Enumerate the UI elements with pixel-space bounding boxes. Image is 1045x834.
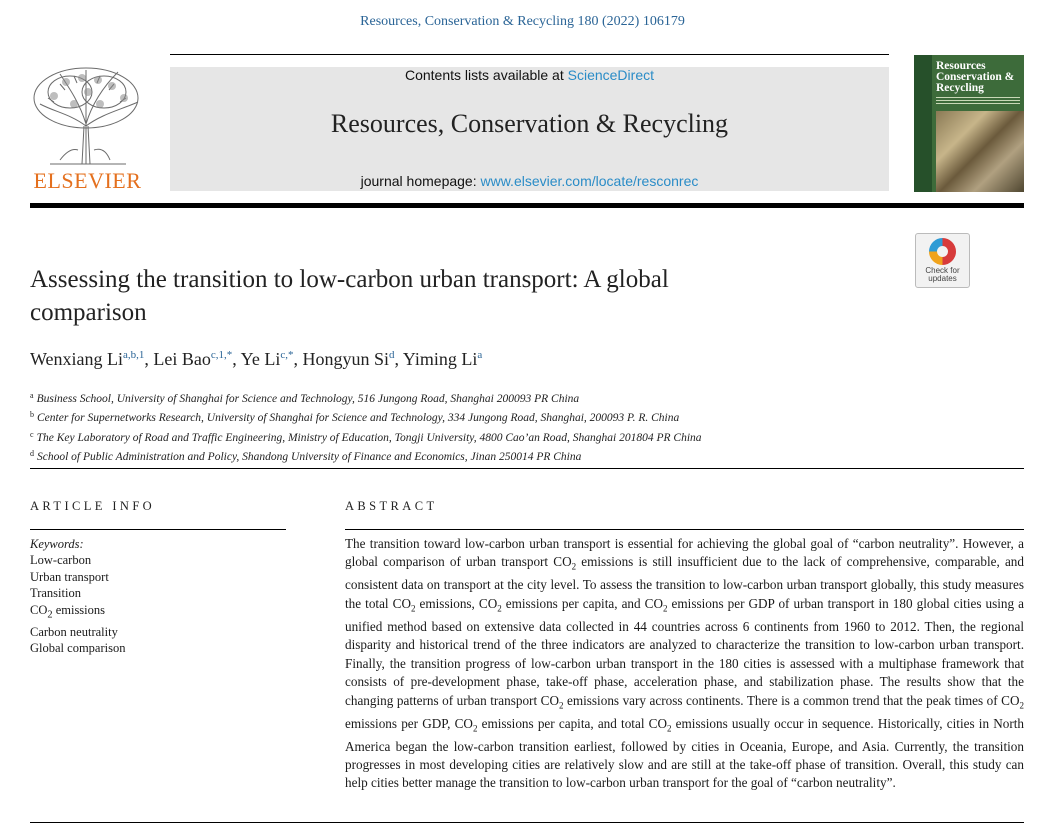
contents-line xyxy=(170,67,889,83)
keyword-item[interactable]: Global comparison xyxy=(30,640,126,655)
author-sep: , xyxy=(144,349,154,369)
author-name[interactable]: Lei Bao xyxy=(153,349,211,369)
affiliation-mark: d xyxy=(30,448,34,458)
author-sep: , xyxy=(394,349,403,369)
affiliation-item xyxy=(30,407,1020,426)
sciencedirect-link[interactable]: ScienceDirect xyxy=(567,67,654,83)
journal-citation[interactable]: Resources, Conservation & Recycling 180 (2022) 106179 xyxy=(360,14,685,29)
affiliation-mark: c xyxy=(30,429,34,439)
affiliation-item xyxy=(30,427,1020,446)
abstract-rule xyxy=(345,529,1024,530)
keyword-item[interactable]: Low-carbon xyxy=(30,553,92,568)
affiliation-item xyxy=(30,446,1020,465)
affiliation-rule xyxy=(30,468,1024,469)
abstract-text: The transition toward low-carbon urban transport is essential for achieving the global goal of “carbon neutrality”. However, a global comparison of urban transport $CO_2$ emissions is still insufficient due to the lack of comprehensive, comparable, and consistent data on transport at the city level. To assess the transition to low-carbon urban transport globally, this study measures the total $CO_2$ emissions, $CO_2$ emissions per capita, and $CO_2$ emissions per GDP of urban transport in 180 global cities using a unified method based on extensive data collected in 44 countries across 6 continents from 1960 to 2012. Then, the regional disparity and historical trend of the three indicators are analyzed to characterize the transition to low-carbon urban transport. Finally, the transition progress of low-carbon urban transport in the 180 cities is assessed with a multiphase framework that consists of pre-development phase, take-off phase, acceleration phase, and stabilization phase. The results show that the changing patterns of urban transport $CO_2$ emissions vary across continents. There is a common trend that the peak times of $CO_2$ emissions per GDP, $CO_2$ emissions per capita, and total $CO_2$ emissions usually occur in sequence. Historically, cities in North America began the low-carbon transition earliest, followed by cities in Oceania, Europe, and Asia. Currently, the transition progresses in most developing cities are relatively slow and are still at the take-off phase of transition. Overall, this study can help cities better manage the transition to low-carbon urban transport for the goal of “carbon neutrality”. xyxy=(345,536,1025,791)
affiliation-mark: a xyxy=(30,391,34,400)
elsevier-logo[interactable] xyxy=(30,64,145,194)
affiliation-item xyxy=(30,388,1020,407)
affiliation-mark: b xyxy=(30,410,34,420)
journal-cover[interactable] xyxy=(914,55,1024,192)
elsevier-wordmark: ELSEVIER xyxy=(33,168,142,193)
author-affil-mark[interactable]: d xyxy=(388,349,395,361)
article-title: Assessing the transition to low-carbon urban transport: A global comparison xyxy=(30,266,669,326)
keyword-item[interactable]: Carbon neutrality xyxy=(30,624,118,639)
bottom-rule xyxy=(30,822,1024,823)
cover-title: Resources Conservation & Recycling xyxy=(936,60,1015,94)
author-affil-mark[interactable]: a,b,1 xyxy=(123,349,145,361)
keyword-item[interactable]: Transition xyxy=(30,586,81,601)
author-sep: , xyxy=(232,349,241,369)
keywords-label: Keywords: xyxy=(30,537,84,551)
abstract-heading: ABSTRACT xyxy=(345,499,438,513)
article-info-heading: ARTICLE INFO xyxy=(30,499,156,513)
author-name[interactable]: Yiming Li xyxy=(402,349,478,369)
affiliation-text: The Key Laboratory of Road and Traffic Engineering, Ministry of Education, Tongji University, 4800 Cao’an Road, Shanghai 201804 PR China xyxy=(36,431,702,444)
elsevier-tree-icon xyxy=(30,64,145,168)
check-updates-label: Check for updates xyxy=(925,266,960,283)
journal-title[interactable]: Resources, Conservation & Recycling xyxy=(330,109,729,138)
homepage-link[interactable]: www.elsevier.com/locate/resconrec xyxy=(480,173,699,189)
affiliation-text: Center for Supernetworks Research, University of Shanghai for Science and Technology, 334 Jungong Road, Shanghai, 200093 P. R. China xyxy=(37,412,680,425)
contents-prefix: Contents lists available at xyxy=(404,67,568,83)
keywords-block xyxy=(30,536,125,656)
author-name[interactable]: Ye Li xyxy=(240,349,281,369)
journal-banner xyxy=(170,67,889,191)
keyword-item[interactable]: $CO_2$ emissions xyxy=(30,602,106,621)
author-name[interactable]: Hongyun Si xyxy=(302,349,389,369)
author-affil-mark[interactable]: c,* xyxy=(280,349,294,361)
check-for-updates-button[interactable] xyxy=(915,233,970,288)
affiliation-text: School of Public Administration and Policy, Shandong University of Finance and Economics, Jinan 250014 PR China xyxy=(37,450,582,463)
homepage-prefix: journal homepage: xyxy=(360,173,481,189)
author-sep: , xyxy=(293,349,303,369)
header-thick-rule xyxy=(30,203,1024,208)
top-rule xyxy=(170,54,889,55)
author-affil-mark[interactable]: c,1,* xyxy=(210,349,233,361)
keyword-item[interactable]: Urban transport xyxy=(30,569,109,584)
affiliations xyxy=(30,388,1020,465)
author-affil-mark[interactable]: a xyxy=(477,349,483,361)
check-updates-icon xyxy=(929,238,956,265)
author-name[interactable]: Wenxiang Li xyxy=(30,349,124,369)
cover-photo xyxy=(936,111,1024,192)
cover-subtitle-lines xyxy=(936,97,1020,105)
author-list xyxy=(30,349,482,370)
article-info-rule xyxy=(30,529,286,530)
homepage-line xyxy=(170,173,889,189)
cover-strip xyxy=(914,55,932,192)
affiliation-text: Business School, University of Shanghai for Science and Technology, 516 Jungong Road, Shanghai 200093 PR China xyxy=(36,393,580,405)
